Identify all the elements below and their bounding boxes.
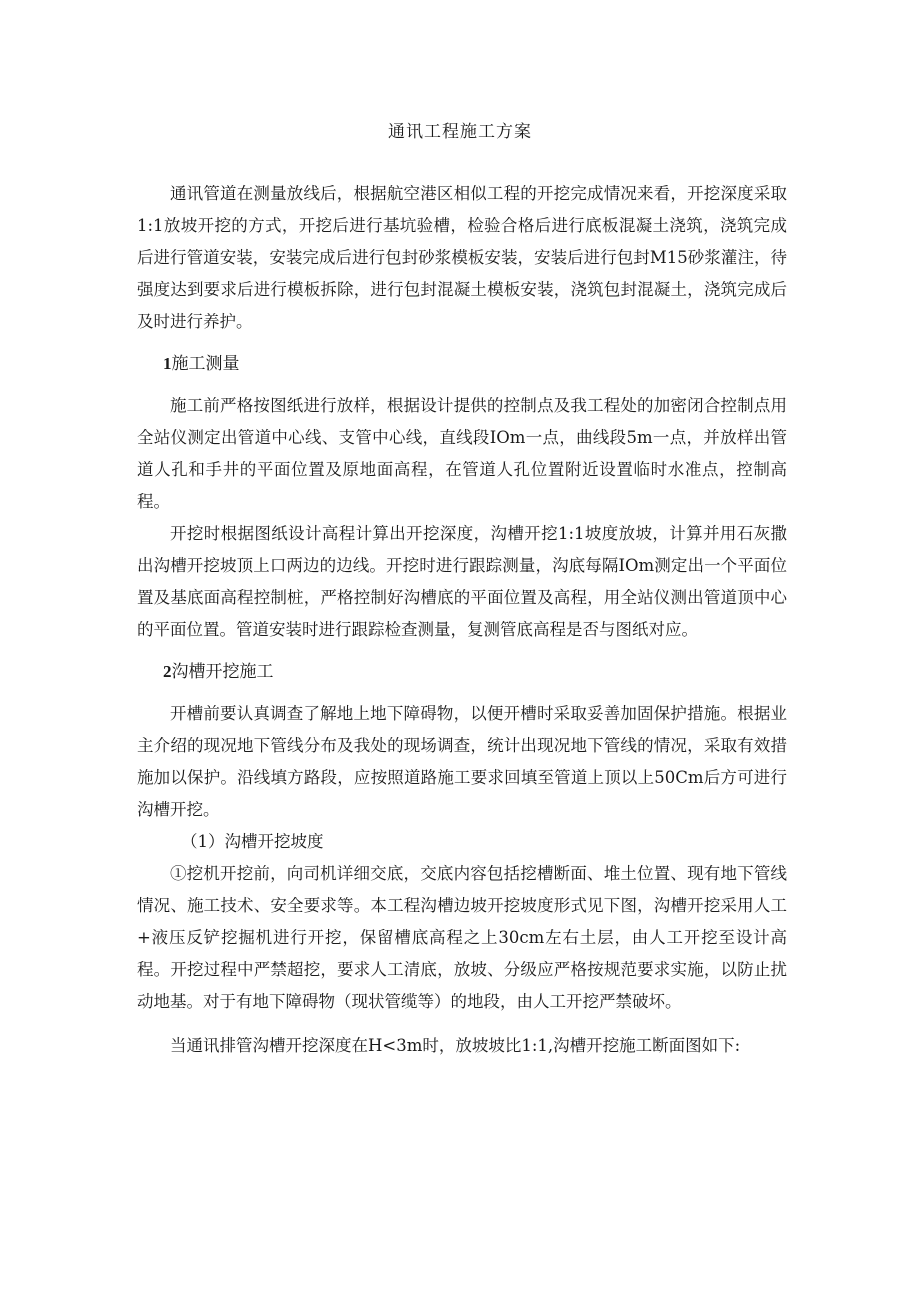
subsection-paragraph-1: ①挖机开挖前，向司机详细交底，交底内容包括挖槽断面、堆土位置、现有地下管线情况、施工技术、安全要求等。本工程沟槽边坡开挖坡度形式见下图，沟槽开挖采用人工+液压反铲挖掘机进行开挖，保留槽底高程之上30cm左右土层，由人工开挖至设计高程。开挖过程中严禁超挖，要求人工清底，放坡、分级应严格按规范要求实施，以防止扰动地基。对于有地下障碍物（现状管缆等）的地段，由人工开挖严禁破坏。 xyxy=(137,864,787,1011)
section-2-paragraph-1: 开槽前要认真调查了解地上地下障碍物，以便开槽时采取妥善加固保护措施。根据业主介绍的现况地下管线分布及我处的现场调查，统计出现况地下管线的情况，采取有效措施加以保护。沿线填方路段，应按照道路施工要求回填至管道上顶以上50Cm后方可进行沟槽开挖。 xyxy=(137,704,787,819)
document-title: 通讯工程施工方案 xyxy=(388,122,532,142)
intro-paragraph: 通讯管道在测量放线后，根据航空港区相似工程的开挖完成情况来看，开挖深度采取1:1放坡开挖的方式，开挖后进行基坑验槽，检验合格后进行底板混凝土浇筑，浇筑完成后进行管道安装，安装完成后进行包封砂浆模板安装，安装后进行包封M15砂浆灌注，待强度达到要求后进行模板拆除，进行包封混凝土模板安装，浇筑包封混凝土，浇筑完成后及时进行养护。 xyxy=(137,184,787,331)
section-1-number: 1 xyxy=(163,354,172,373)
section-1-paragraph-2: 开挖时根据图纸设计高程计算出开挖深度，沟槽开挖1:1坡度放坡，计算并用石灰撒出沟槽开挖坡顶上口两边的边线。开挖时进行跟踪测量，沟底每隔IOm测定出一个平面位置及基底面高程控制桩，严格控制好沟槽底的平面位置及高程，用全站仪测出管道顶中心的平面位置。管道安装时进行跟踪检查测量，复测管底高程是否与图纸对应。 xyxy=(137,524,787,639)
subsection-heading: （1）沟槽开挖坡度 xyxy=(181,832,324,851)
section-2-number: 2 xyxy=(163,662,172,681)
document-body xyxy=(137,178,787,1062)
section-1-paragraph-1: 施工前严格按图纸进行放样，根据设计提供的控制点及我工程处的加密闭合控制点用全站仪测定出管道中心线、支管中心线，直线段IOm一点，曲线段5m一点，并放样出管道人孔和手井的平面位置及原地面高程，在管道人孔位置附近设置临时水准点，控制高程。 xyxy=(137,396,787,511)
section-1-heading xyxy=(137,348,787,380)
subsection-paragraph-2: 当通讯排管沟槽开挖深度在H<3m时，放坡坡比1:1,沟槽开挖施工断面图如下: xyxy=(170,1036,741,1055)
section-2-title: 沟槽开挖施工 xyxy=(171,662,274,682)
section-1-title: 施工测量 xyxy=(171,354,240,374)
section-2-heading xyxy=(137,656,787,688)
